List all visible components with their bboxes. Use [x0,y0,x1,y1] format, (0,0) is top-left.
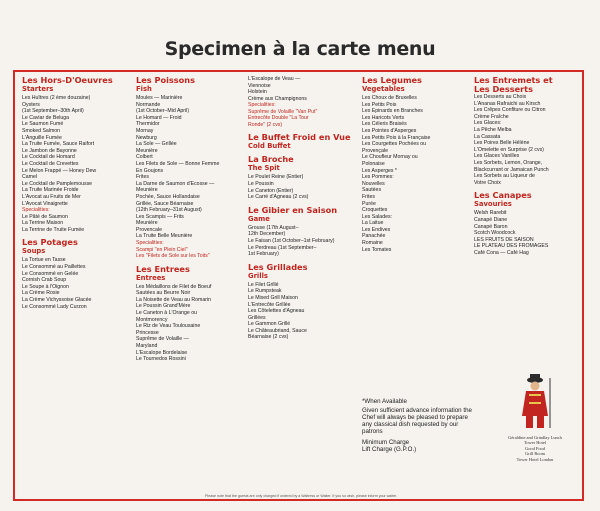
menu-item: Les Glaces Vanilles [474,153,520,160]
menu-item: Canapé Diane [474,216,508,223]
lift-charge: Lift Charge (G.P.O.) [362,446,417,453]
section-subheading: The Spit [248,164,280,173]
badge-line: Géraldine and Grindlay Lunch [508,435,562,440]
menu-item: Les Pointes d'Asperges [362,127,417,134]
menu-item: Princesse [136,329,159,336]
menu-section [474,191,578,256]
menu-item: Le Consommé au Paillettes [22,263,86,270]
badge-line: Tower Hotel [523,440,546,446]
section-heading: Les Entremets et [474,75,553,85]
menu-item: 1st February) [248,251,279,258]
menu-item: Le Pâté de Saumon [22,213,68,220]
menu-item: Sautées [362,187,382,194]
menu-item: En Goujons [136,167,164,174]
section-heading: Les Legumes [362,75,422,85]
badge-line: Tower Hotel London [516,456,554,462]
menu-item: Maryland [136,342,158,349]
menu-item: La Noisette de Veau au Romarin [136,296,211,303]
menu-item: Les Crêpes Confiture ou Citron [474,107,546,114]
menu-item: Le Faisan (1st October–1st February) [248,237,335,244]
menu-item: Grouse (17th August– [248,224,299,231]
menu-item: Les Côtelettes d'Agneau [248,308,305,315]
menu-item: Les Salades: [362,213,392,220]
menu-item: Le Homard — Froid [136,114,182,121]
menu-item: La Pêche Melba [474,126,512,133]
menu-item: Purée [362,200,376,207]
menu-item: Mornay [136,127,154,134]
menu-item: Les Endives [362,226,391,233]
section-heading: Les Entrees [136,263,190,274]
menu-item: Grillée, Sauce Béarnaise [136,200,194,207]
menu-section [248,76,358,128]
menu-item: Blackcurrant or Jamaican Punch [474,166,549,173]
section-subheading: Cold Buffet [248,142,291,151]
menu-item: Les Sorbets au Liqueur de [474,173,535,180]
section-heading: Les Hors-D'Oeuvres [22,75,113,85]
menu-item: LES FRUITS DE SAISON [474,236,534,243]
menu-item: Meunière [136,147,158,154]
section-subheading: Savouries [474,200,512,209]
menu-section [362,76,472,253]
badge-text [504,435,566,462]
section-subheading: Vegetables [362,85,405,93]
menu-item: Les Glaces: [474,120,502,127]
section-heading: Les Potages [22,237,78,248]
menu-item: Canapé Baron [474,223,508,230]
chef-note-body: Given sufficient advance information the Chef will always be pleased to prepare any classical dish requested by our patrons [362,407,472,435]
menu-item: Holstein [248,89,267,96]
menu-item: Sautées au Beurre Noir [136,290,191,297]
section-heading: Les Grillades [248,261,308,272]
menu-item: Le Riz de Veau Toulousaine [136,323,201,330]
chef-note [362,398,477,453]
section-subheading: Fish [136,85,152,93]
menu-item: La Crème Vichyssoise Glacée [22,296,92,303]
menu-item: L'Omelette en Surprise (2 cvs) [474,146,544,153]
menu-item: Entrecôte Double "La Tour [248,115,309,122]
menu-item: Smoked Salmon [22,127,61,134]
menu-item: Romaine [362,240,383,247]
menu-item: Le Cocktail de Pamplemousse [22,180,93,187]
menu-item: Frites [362,193,375,200]
menu-item: LE PLATEAU DES FROMAGES [474,243,549,250]
menu-section [248,133,358,150]
menu-item: Meunière [136,187,158,194]
menu-item: Le Jambon de Bayonne [22,147,77,154]
menu-item: Le Cocktail de Homard [22,154,75,161]
menu-item: Grillées [248,314,266,321]
menu-item: Les Tomates [362,246,392,253]
menu-item: Les Petits Pois à la Française [362,134,431,141]
menu-item: Le Caneton à L'Orange ou [136,309,197,316]
menu-item: Scampi "en Plein Ciel" [136,246,188,253]
menu-item: Moules — Marinière [136,95,183,101]
menu-item: Specialities: [248,102,276,109]
column-starters [22,76,132,315]
menu-item: Oysters [22,101,40,108]
beefeater-illustration [504,372,566,430]
menu-item: Le Tournedos Rossini [136,356,186,363]
menu-item: Croquettes [362,207,388,214]
menu-item: Nouvelles [362,180,385,187]
menu-item: Le Carré d'Agneau (2 cvs) [248,194,309,201]
menu-item: Suprême de Volaille — [136,336,189,343]
menu-item: Le Consommé Lady Curzon [22,303,87,310]
menu-item: Crème aux Champignons [248,95,307,102]
menu-item: La Cassata [474,133,501,140]
section-subheading: Soups [22,247,46,256]
section-subheading: Entrees [136,273,166,282]
menu-item: Le Consommé en Gelée [22,270,79,277]
footnote: Please note that the guests are only charged if ordered by a Waitress or Waiter. If you so wish, please inform your waiter. [205,494,398,498]
menu-item: Les Choux de Bruxelles [362,95,417,101]
menu-item: Les Médaillons de Filet de Boeuf [136,283,212,290]
menu-item: Colbert [136,154,153,161]
menu-section [248,263,358,341]
section-subheading: Starters [22,85,54,93]
menu-item: Ronde" (2 cvs) [248,121,283,128]
menu-item: Panachée [362,233,386,240]
menu-item: Meunière [136,220,158,227]
menu-section [248,206,358,258]
menu-item: La Truite Marinée Froide [22,187,79,194]
menu-item: Le Poulet Reine (Entier) [248,174,304,181]
page-title: Specimen à la carte menu [164,38,436,60]
menu-item: Suprême de Volaille "Van Put" [248,108,318,115]
menu-section [136,265,246,363]
section-heading: Les Canapes [474,190,532,201]
menu-item: Votre Choix [474,179,501,186]
column-fish [136,76,246,368]
section-heading: Les Desserts [474,84,533,94]
menu-item: L'Ananas Rafraichi au Kirsch [474,100,541,107]
menu-item: L'Avocat au Fruits de Mer [22,193,81,200]
menu-item: Le Soupe à l'Oignon [22,283,69,290]
menu-item: Pochée, Sauce Hollandaise [136,193,200,200]
menu-item: Le Poussin Grand'Mère [136,303,191,310]
menu-item: Les Courgettes Pochées ou [362,141,427,148]
badge-line: Good Food [525,445,545,451]
menu-item: La Sole — Grillée [136,141,177,148]
menu-item: Le Cocktail de Crevettes [22,160,79,167]
menu-section [474,76,578,186]
menu-item: La Tortue en Tasse [22,257,66,264]
menu-item: Specialities: [136,240,164,247]
menu-item: 12th December) [248,231,286,238]
menu-item: La Truite Fumée, Sauce Raifort [22,141,95,148]
menu-item: Le Châteaubriand, Sauce [248,327,307,334]
menu-item: Le Caneton (Entier) [248,187,294,194]
menu-item: Frites [136,174,149,181]
menu-item: Café Cona — Café Hag [474,249,529,256]
menu-item: Specialities: [22,207,50,214]
menu-item: Crème Fraîche [474,113,509,120]
menu-item: La Terrine Maison [22,220,64,227]
column-vegetables [362,76,472,258]
section-heading: Le Buffet Froid en Vue [248,132,351,143]
menu-item: (1st October–Mid April) [136,108,190,115]
menu-item: La Truite Belle Meunière [136,233,193,240]
menu-item: Le Saumon Fumé [22,121,64,128]
menu-item: Normande [136,101,161,108]
menu-item: La Laitue [362,220,384,227]
menu-item: L'Escalope Bordelaise [136,349,188,356]
menu-item: Le Caviar de Beluga [22,114,70,121]
section-heading: Le Gibier en Saison [248,204,338,215]
menu-item: L'Anguille Fumée [22,134,62,141]
menu-item: La Darne de Saumon d'Ecosse — [136,180,215,187]
menu-section [136,76,246,260]
menu-item: Les Petits Pois [362,101,397,108]
section-subheading: Grills [248,271,268,280]
menu-item: Thermidor [136,121,160,128]
badge-line: Grill Room [524,451,546,457]
menu-item: Polonaise [362,160,385,167]
menu-item: Les Pommes: [362,174,394,181]
menu-item: Le Perdreau (1st September– [248,244,317,251]
menu-item: Les Haricots Verts [362,114,405,121]
menu-item: (12th February–31st August) [136,207,202,214]
menu-item: Viennoise [248,82,271,89]
mascot-badge [504,372,566,462]
menu-item: Béarnaise (2 cvs) [248,334,289,341]
menu-item: Cornish Crab Soup [22,277,67,284]
minimum-charge: Minimum Charge [362,439,410,446]
menu-item: Le Filet Grillé [248,281,279,288]
section-heading: Les Poissons [136,75,195,85]
menu-item: Montmorency [136,316,168,323]
menu-section [22,76,132,233]
menu-item: Le Poussin [248,180,274,187]
menu-item: Le Melon Frappé — Honey Dew [22,167,97,174]
menu-item: Newburg [136,134,157,141]
menu-item: Scotch Woodcock [474,230,516,237]
menu-item: La Terrine de Truite Fumée [22,226,85,233]
menu-item: Les Sorbets, Lemon, Orange, [474,159,543,166]
menu-item: Camel [22,174,37,181]
menu-item: Les Epinards en Branches [362,108,423,115]
menu-item: L'Avocat Vinaigrette [22,200,68,207]
menu-section [248,155,358,200]
menu-item: Provencale [136,226,162,233]
menu-item: L'Entrecôte Grillée [248,301,291,308]
menu-item: Le Choufleur Mornay ou [362,154,418,161]
when-available: *When Available [362,398,407,405]
menu-item: La Crème Rosie [22,290,60,297]
section-subheading: Game [248,214,270,223]
section-heading: La Broche [248,154,294,165]
menu-item: Les Poires Belle Hélène [474,140,530,147]
menu-item: (1st September–30th April) [22,108,84,115]
menu-item: Les Asperges * [362,167,397,174]
menu-item: Les "Filets de Sole sur les Toits" [136,253,210,260]
menu-item: Les Scampis — Frits [136,213,184,220]
menu-item: Le Gammon Grillé [248,321,291,328]
menu-item: Les Huîtres (2 ème douzaine) [22,95,91,101]
menu-item: L'Escalope de Veau — [248,76,301,82]
menu-item: Les Desserts au Choix [474,94,527,100]
column-grills [248,76,358,346]
menu-item: Les Filets de Sole — Bonne Femme [136,160,220,167]
menu-item: Welsh Rarebit [474,210,507,217]
menu-item: Les Céleris Braisés [362,121,407,128]
menu-item: Provençale [362,147,388,154]
menu-section [22,238,132,310]
menu-item: Le Rumpsteak [248,288,282,295]
column-desserts [474,76,578,261]
menu-item: Le Mixed Grill Maison [248,294,298,301]
